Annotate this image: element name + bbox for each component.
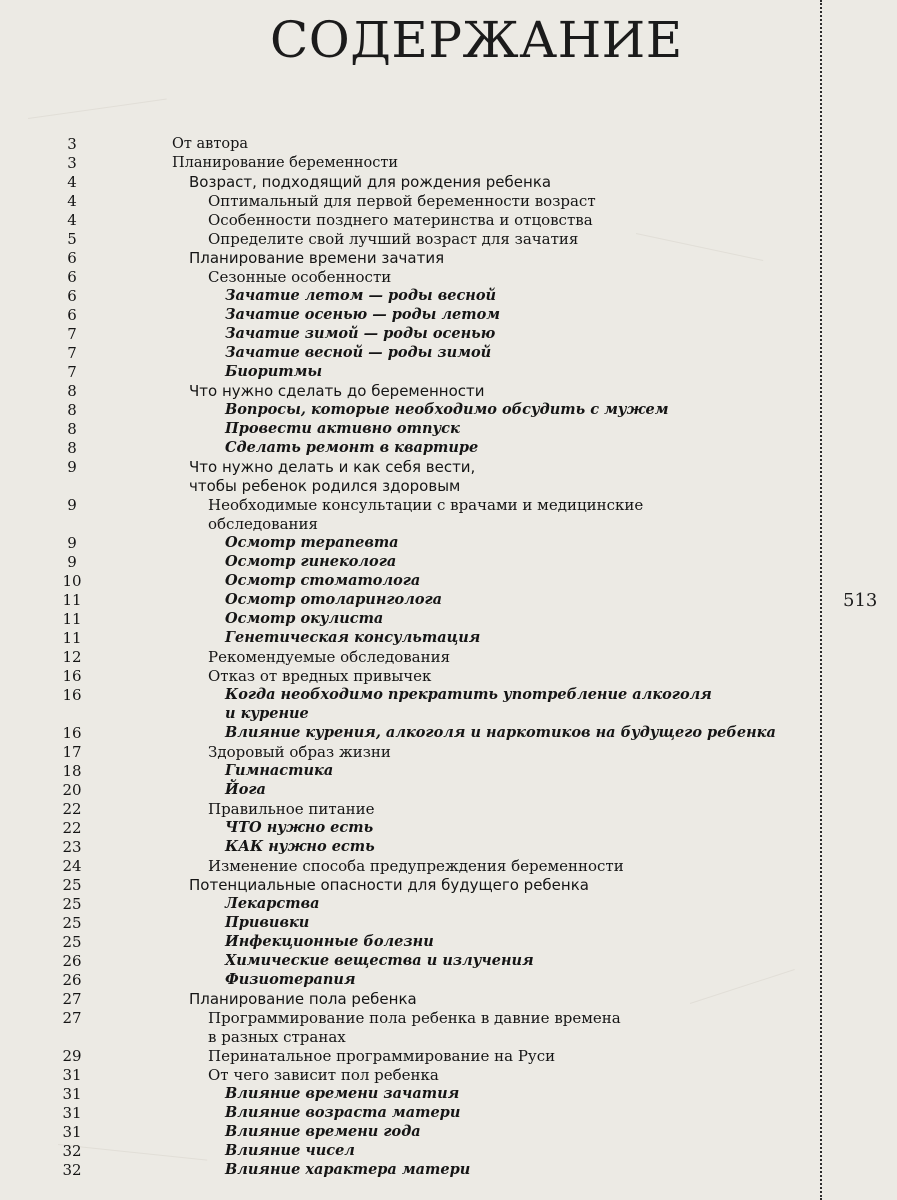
toc-entry-text: Влияние возраста матери [225, 1104, 461, 1121]
toc-page-number: 12 [62, 648, 82, 666]
toc-entry-text: ЧТО нужно есть [225, 819, 374, 836]
toc-entry-text: Зачатие осенью — роды летом [225, 306, 501, 323]
toc-page-number: 6 [67, 249, 77, 267]
toc-page-number: 11 [62, 610, 82, 628]
toc-entry-text: Гимнастика [225, 762, 334, 779]
toc-entry-text: Когда необходимо прекратить употребление алкоголя [225, 686, 712, 703]
toc-entry-text: Зачатие зимой — роды осенью [225, 325, 496, 342]
toc-page-number: 32 [62, 1161, 82, 1179]
toc-entry-text: Влияние времени зачатия [225, 1085, 460, 1102]
toc-page-number: 16 [62, 686, 82, 704]
toc-page-number: 25 [62, 895, 82, 913]
toc-page-number: 26 [62, 952, 82, 970]
toc-entry-text: Прививки [225, 914, 310, 931]
toc-entry-text: Планирование времени зачатия [189, 249, 445, 267]
toc-entry-text: Осмотр отоларинголога [225, 591, 443, 608]
toc-entry-text: Лекарства [225, 895, 320, 912]
toc-entry-text: Физиотерапия [225, 971, 356, 988]
toc-entry-text: Химические вещества и излучения [225, 952, 534, 969]
toc-page-number: 16 [62, 667, 82, 685]
toc-entry-text: Изменение способа предупреждения беременности [208, 857, 624, 875]
toc-entry-text: Планирование беременности [172, 155, 399, 171]
toc-page-number: 5 [67, 230, 77, 248]
toc-page-number: 18 [62, 762, 82, 780]
toc-page-number: 4 [67, 211, 77, 229]
toc-entry-text: Сделать ремонт в квартире [225, 439, 479, 456]
toc-entry-text: Определите свой лучший возраст для зачатия [208, 230, 579, 248]
toc-entry-text: Инфекционные болезни [225, 933, 434, 950]
toc-entry-text: Программирование пола ребенка в давние времена [208, 1009, 621, 1027]
toc-page-number: 17 [62, 743, 82, 761]
toc-page-number: 8 [67, 382, 77, 400]
toc-entry-text: Осмотр гинеколога [225, 553, 397, 570]
toc-page-number: 29 [62, 1047, 82, 1065]
toc-entry-text: Осмотр терапевта [225, 534, 399, 551]
toc-page-number: 31 [62, 1085, 82, 1103]
toc-entry-text: Рекомендуемые обследования [208, 648, 451, 666]
toc-entry-text: Перинатальное программирование на Руси [208, 1047, 556, 1065]
toc-page-number: 7 [67, 363, 77, 381]
toc-page-number: 9 [67, 553, 77, 571]
toc-page-number: 32 [62, 1142, 82, 1160]
toc-entry-text: Возраст, подходящий для рождения ребенка [189, 173, 552, 191]
toc-page-number: 16 [62, 724, 82, 742]
toc-page-number: 22 [62, 819, 82, 837]
toc-entry-text: Осмотр стоматолога [225, 572, 421, 589]
toc-entry-text: Оптимальный для первой беременности возраст [208, 192, 596, 210]
toc-entry-text: и курение [225, 705, 309, 722]
toc-entry-text: Потенциальные опасности для будущего ребенка [189, 876, 589, 894]
toc-page-number: 25 [62, 914, 82, 932]
toc-page-number: 20 [62, 781, 82, 799]
toc-entry-text: Вопросы, которые необходимо обсудить с мужем [225, 401, 669, 418]
toc-entry-text: Что нужно делать и как себя вести, [189, 458, 476, 476]
toc-entry-text: КАК нужно есть [225, 838, 375, 855]
toc-entry-text: Генетическая консультация [225, 629, 481, 646]
toc-page-number: 4 [67, 173, 77, 191]
contents-title: СОДЕРЖАНИЕ [270, 11, 683, 69]
toc-page-number: 11 [62, 629, 82, 647]
toc-page-number: 22 [62, 800, 82, 818]
toc-page-number: 4 [67, 192, 77, 210]
toc-entry-text: Биоритмы [225, 363, 323, 380]
toc-entry-text: Влияние характера матери [225, 1161, 471, 1178]
toc-entry-text: Сезонные особенности [208, 268, 392, 286]
toc-entry-text: Зачатие весной — роды зимой [225, 344, 492, 361]
toc-page-number: 31 [62, 1066, 82, 1084]
toc-page-number: 31 [62, 1123, 82, 1141]
toc-entry-text: в разных странах [208, 1028, 346, 1046]
toc-entry-text: Зачатие летом — роды весной [225, 287, 497, 304]
toc-entry-text: Необходимые консультации с врачами и медицинские [208, 496, 644, 514]
toc-entry-text: Влияние чисел [225, 1142, 355, 1159]
toc-page-number: 8 [67, 401, 77, 419]
toc-entry-text: обследования [208, 515, 318, 533]
toc-page-number: 6 [67, 287, 77, 305]
toc-page-number: 31 [62, 1104, 82, 1122]
page-edge-dotted-rule [820, 0, 822, 1200]
toc-page-number: 10 [62, 572, 82, 590]
toc-page-number: 7 [67, 325, 77, 343]
toc-entry-text: чтобы ребенок родился здоровым [189, 477, 461, 495]
toc-page-number: 8 [67, 439, 77, 457]
toc-entry-text: Влияние времени года [225, 1123, 421, 1140]
toc-page-number: 3 [67, 154, 77, 172]
toc-entry-text: Провести активно отпуск [225, 420, 460, 437]
toc-page-number: 26 [62, 971, 82, 989]
toc-entry-text: Влияние курения, алкоголя и наркотиков на будущего ребенка [225, 724, 776, 741]
toc-page-number: 27 [62, 990, 82, 1008]
toc-page-number: 9 [67, 534, 77, 552]
toc-page-number: 9 [67, 496, 77, 514]
toc-page-number: 6 [67, 306, 77, 324]
toc-page-number: 7 [67, 344, 77, 362]
toc-page-number: 25 [62, 876, 82, 894]
toc-entry-text: Особенности позднего материнства и отцовства [208, 211, 593, 229]
toc-entry-text: Здоровый образ жизни [208, 743, 391, 761]
toc-page-number: 8 [67, 420, 77, 438]
page-number: 513 [843, 590, 878, 611]
toc-page-number: 23 [62, 838, 82, 856]
toc-page-number: 3 [67, 135, 77, 153]
toc-entry-text: Отказ от вредных привычек [208, 667, 432, 685]
toc-page-number: 27 [62, 1009, 82, 1027]
toc-page-number: 11 [62, 591, 82, 609]
toc-page-number: 25 [62, 933, 82, 951]
toc-entry-text: Что нужно сделать до беременности [189, 382, 485, 400]
toc-entry-text: Осмотр окулиста [225, 610, 384, 627]
toc-entry-text: От чего зависит пол ребенка [208, 1066, 439, 1084]
toc-page-number: 24 [62, 857, 82, 875]
toc-entry-text: Правильное питание [208, 800, 375, 818]
toc-entry-text: От автора [172, 136, 249, 152]
toc-page-number: 9 [67, 458, 77, 476]
toc-entry-text: Йога [225, 781, 266, 798]
toc-page-number: 6 [67, 268, 77, 286]
toc-entry-text: Планирование пола ребенка [189, 990, 417, 1008]
